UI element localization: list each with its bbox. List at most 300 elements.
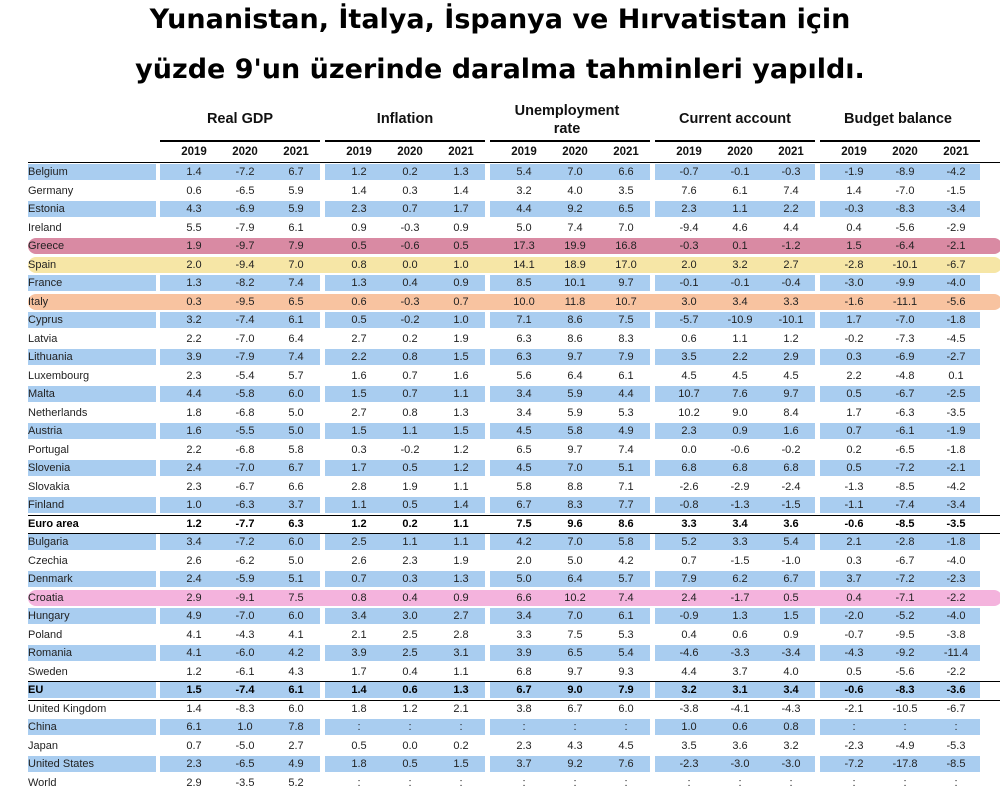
table-cell: -7.0: [235, 462, 255, 474]
table-cell: :: [624, 721, 628, 733]
table-cell: 9.7: [567, 351, 583, 363]
aggregate-top-rule: [28, 515, 1000, 516]
table-cell: 0.9: [453, 221, 469, 234]
table-cell: 2.0: [681, 258, 697, 271]
country-label: Sweden: [28, 665, 68, 678]
table-cell: 1.7: [846, 406, 862, 419]
table-cell: 6.6: [516, 591, 532, 604]
country-label: United Kingdom: [28, 702, 107, 715]
table-cell: -6.2: [235, 554, 255, 567]
table-cell: 2.4: [186, 462, 202, 474]
table-cell: 4.4: [681, 665, 697, 678]
title-line-1: Yunanistan, İtalya, İspanya ve Hırvatistan için: [149, 4, 851, 35]
table-cell: -8.5: [895, 517, 915, 530]
table-cell: :: [408, 721, 412, 733]
table-cell: 3.1: [453, 647, 469, 659]
table-cell: -4.0: [946, 610, 966, 622]
table-cell: 6.5: [618, 203, 634, 215]
table-cell: 3.3: [783, 295, 799, 308]
table-cell: 7.5: [618, 314, 634, 326]
table-cell: -10.9: [727, 314, 753, 326]
table-cell: 6.0: [288, 388, 304, 400]
table-cell: 1.7: [846, 314, 862, 326]
table-cell: 6.5: [516, 443, 532, 456]
table-cell: 6.0: [288, 536, 304, 548]
table-cell: 5.6: [516, 369, 532, 382]
table-cell: -0.2: [844, 332, 864, 345]
table-row: [0, 478, 1000, 497]
table-cell: -8.2: [235, 277, 255, 289]
table-cell: -0.6: [400, 240, 420, 252]
table-cell: 6.6: [288, 480, 304, 493]
table-cell: 3.0: [681, 295, 697, 308]
table-cell: -0.6: [730, 443, 750, 456]
table-cell: 0.3: [402, 184, 418, 197]
table-row: [0, 385, 1000, 404]
table-cell: -17.8: [892, 758, 918, 770]
table-row: [0, 441, 1000, 460]
table-cell: 5.3: [618, 628, 634, 641]
table-cell: 4.3: [288, 665, 304, 678]
group-line-unemployment: [490, 140, 650, 142]
table-cell: 6.7: [567, 702, 583, 715]
table-cell: 2.1: [351, 628, 367, 641]
table-cell: 2.7: [453, 610, 469, 622]
table-cell: 6.8: [732, 462, 748, 474]
table-cell: 4.0: [567, 184, 583, 197]
table-cell: 7.4: [618, 443, 634, 456]
table-cell: 9.3: [618, 665, 634, 678]
table-cell: 5.8: [288, 443, 304, 456]
country-label: Romania: [28, 647, 73, 659]
table-cell: 1.4: [453, 184, 469, 197]
table-cell: -7.0: [895, 314, 915, 326]
table-cell: -7.4: [895, 499, 915, 511]
table-cell: 0.1: [948, 369, 964, 382]
table-cell: :: [903, 776, 907, 789]
table-cell: -6.7: [235, 480, 255, 493]
table-cell: 6.2: [732, 573, 748, 585]
table-cell: -1.8: [946, 443, 966, 456]
table-cell: 0.2: [453, 739, 469, 752]
table-cell: 3.9: [516, 647, 532, 659]
table-cell: 3.5: [681, 739, 697, 752]
table-cell: 0.9: [783, 628, 799, 641]
table-cell: 1.1: [402, 536, 418, 548]
table-cell: -4.3: [844, 647, 864, 659]
table-cell: -3.8: [679, 702, 699, 715]
table-cell: -6.3: [235, 499, 255, 511]
table-cell: 6.7: [516, 499, 532, 511]
table-cell: 0.0: [681, 443, 697, 456]
table-cell: 0.5: [453, 240, 469, 252]
table-cell: 19.9: [564, 240, 586, 252]
table-row: [0, 533, 1000, 552]
table-row: [0, 330, 1000, 349]
table-cell: 5.4: [516, 166, 532, 178]
table-row: [0, 663, 1000, 682]
table-cell: 3.4: [351, 610, 367, 622]
table-cell: -9.4: [679, 221, 699, 234]
country-label: Austria: [28, 425, 63, 437]
country-label: Euro area: [28, 517, 79, 530]
table-cell: 2.2: [186, 332, 202, 345]
table-cell: :: [852, 776, 856, 789]
table-cell: -3.6: [946, 684, 966, 696]
table-cell: 3.4: [783, 684, 799, 696]
table-cell: 5.1: [288, 573, 304, 585]
table-cell: :: [522, 776, 526, 789]
table-row: [0, 607, 1000, 626]
group-line-inflation: [325, 140, 485, 142]
table-cell: 7.1: [618, 480, 634, 493]
year-header: 2021: [943, 146, 969, 158]
table-cell: :: [357, 721, 361, 733]
table-cell: 0.8: [402, 406, 418, 419]
table-cell: -5.7: [679, 314, 699, 326]
table-cell: 1.6: [783, 425, 799, 437]
table-cell: 1.4: [351, 684, 367, 696]
table-cell: 0.9: [351, 221, 367, 234]
table-cell: 0.5: [351, 314, 367, 326]
table-cell: 1.1: [453, 517, 469, 530]
table-cell: 1.5: [186, 684, 202, 696]
table-row: [0, 219, 1000, 238]
table-cell: -1.7: [730, 591, 750, 604]
table-cell: 6.1: [288, 221, 304, 234]
table-cell: 1.0: [186, 499, 202, 511]
table-cell: -2.9: [946, 221, 966, 234]
table-cell: 6.3: [516, 332, 532, 345]
table-cell: -9.2: [895, 647, 915, 659]
table-cell: 4.5: [732, 369, 748, 382]
table-cell: 7.9: [618, 684, 634, 696]
table-cell: 5.8: [618, 536, 634, 548]
table-cell: 1.3: [453, 684, 469, 696]
table-cell: -5.4: [235, 369, 255, 382]
table-row: [0, 589, 1000, 608]
table-cell: 5.0: [288, 425, 304, 437]
table-cell: :: [789, 776, 793, 789]
table-cell: 4.2: [516, 536, 532, 548]
table-row: [0, 459, 1000, 478]
table-cell: 2.3: [516, 739, 532, 752]
table-cell: 7.9: [618, 351, 634, 363]
table-cell: -7.0: [235, 610, 255, 622]
table-cell: -0.9: [679, 610, 699, 622]
table-cell: 2.5: [402, 647, 418, 659]
table-cell: -1.3: [730, 499, 750, 511]
table-cell: -4.8: [895, 369, 915, 382]
table-row: [0, 200, 1000, 219]
table-cell: -6.8: [235, 406, 255, 419]
table-cell: 18.9: [564, 258, 586, 271]
table-cell: 1.1: [453, 665, 469, 678]
table-cell: 0.3: [846, 554, 862, 567]
table-cell: 9.7: [618, 277, 634, 289]
table-cell: -6.5: [895, 443, 915, 456]
table-row: [0, 293, 1000, 312]
table-cell: -7.7: [235, 517, 255, 530]
table-cell: -4.0: [946, 277, 966, 289]
table-cell: -9.5: [235, 295, 255, 308]
table-cell: 1.9: [453, 332, 469, 345]
table-cell: -1.8: [946, 536, 966, 548]
table-cell: 0.8: [351, 591, 367, 604]
table-cell: 0.5: [402, 462, 418, 474]
table-cell: 8.6: [567, 314, 583, 326]
table-cell: -1.2: [781, 240, 801, 252]
table-cell: 5.1: [618, 462, 634, 474]
table-cell: 6.4: [567, 369, 583, 382]
country-label: Hungary: [28, 610, 70, 622]
table-cell: 16.8: [615, 240, 637, 252]
table-cell: 3.7: [732, 665, 748, 678]
year-header: 2021: [778, 146, 804, 158]
table-cell: 0.6: [681, 332, 697, 345]
table-cell: 5.4: [783, 536, 799, 548]
table-cell: 1.9: [402, 480, 418, 493]
table-cell: 0.3: [846, 351, 862, 363]
table-cell: 3.3: [681, 517, 697, 530]
table-cell: -1.5: [946, 184, 966, 197]
country-label: Slovakia: [28, 480, 70, 493]
table-cell: 0.8: [783, 721, 799, 733]
country-label: Poland: [28, 628, 63, 641]
table-cell: -0.2: [781, 443, 801, 456]
table-cell: 2.8: [453, 628, 469, 641]
table-row: [0, 570, 1000, 589]
table-cell: 4.5: [618, 739, 634, 752]
table-cell: 1.0: [681, 721, 697, 733]
table-cell: 2.9: [186, 591, 202, 604]
table-cell: -7.2: [895, 462, 915, 474]
table-cell: 10.0: [513, 295, 535, 308]
table-cell: 2.3: [681, 425, 697, 437]
table-cell: 0.1: [732, 240, 748, 252]
table-cell: -7.0: [895, 184, 915, 197]
table-row: [0, 644, 1000, 663]
table-cell: :: [459, 776, 463, 789]
table-cell: 2.5: [351, 536, 367, 548]
country-label: Slovenia: [28, 462, 71, 474]
table-row: [0, 774, 1000, 793]
country-label: Malta: [28, 388, 55, 400]
table-cell: -9.7: [235, 240, 255, 252]
table-cell: 4.0: [783, 665, 799, 678]
country-label: Ireland: [28, 221, 62, 234]
table-cell: 2.3: [186, 758, 202, 770]
table-cell: 4.1: [288, 628, 304, 641]
table-cell: 0.3: [402, 573, 418, 585]
table-cell: 3.1: [732, 684, 748, 696]
year-header: 2020: [727, 146, 753, 158]
table-cell: 0.8: [402, 351, 418, 363]
table-cell: 3.4: [186, 536, 202, 548]
country-label: Germany: [28, 184, 74, 197]
table-cell: -2.1: [946, 240, 966, 252]
table-cell: -7.2: [844, 758, 864, 770]
table-cell: 7.4: [288, 277, 304, 289]
table-cell: 1.1: [453, 536, 469, 548]
table-cell: 9.7: [567, 665, 583, 678]
table-cell: 2.3: [186, 480, 202, 493]
table-cell: 1.8: [351, 758, 367, 770]
table-cell: -0.3: [844, 203, 864, 215]
table-cell: 9.2: [567, 203, 583, 215]
table-cell: 2.4: [186, 573, 202, 585]
table-cell: 6.3: [516, 351, 532, 363]
table-cell: -4.2: [946, 480, 966, 493]
country-label: Estonia: [28, 203, 65, 215]
table-cell: 0.7: [402, 388, 418, 400]
year-header: 2019: [841, 146, 867, 158]
table-cell: 4.1: [186, 628, 202, 641]
table-cell: :: [459, 721, 463, 733]
table-cell: 2.8: [351, 480, 367, 493]
table-cell: -2.8: [844, 258, 864, 271]
country-label: EU: [28, 684, 44, 696]
table-cell: 6.8: [516, 665, 532, 678]
country-label: United States: [28, 758, 95, 770]
table-cell: 5.5: [186, 221, 202, 234]
table-cell: 2.3: [351, 203, 367, 215]
table-cell: 8.3: [567, 499, 583, 511]
table-cell: 2.2: [732, 351, 748, 363]
year-header: 2020: [562, 146, 588, 158]
table-cell: -4.3: [781, 702, 801, 715]
table-cell: 1.5: [453, 351, 469, 363]
country-label: Japan: [28, 739, 58, 752]
year-header: 2021: [283, 146, 309, 158]
table-cell: :: [573, 776, 577, 789]
table-cell: :: [522, 721, 526, 733]
table-cell: :: [573, 721, 577, 733]
table-cell: 2.2: [351, 351, 367, 363]
table-cell: -3.4: [946, 499, 966, 511]
table-cell: -0.7: [679, 166, 699, 178]
table-cell: -7.3: [895, 332, 915, 345]
table-cell: -5.2: [895, 610, 915, 622]
table-cell: 0.9: [453, 277, 469, 289]
table-cell: 1.2: [186, 517, 202, 530]
country-label: Finland: [28, 499, 65, 511]
table-cell: 0.7: [681, 554, 697, 567]
table-cell: 0.2: [402, 166, 418, 178]
table-cell: -7.0: [235, 332, 255, 345]
table-cell: 9.6: [567, 517, 583, 530]
table-cell: 1.9: [453, 554, 469, 567]
table-cell: -2.3: [946, 573, 966, 585]
table-cell: 0.7: [186, 739, 202, 752]
table-cell: 2.3: [681, 203, 697, 215]
table-cell: 3.9: [186, 351, 202, 363]
table-cell: -6.7: [946, 702, 966, 715]
table-cell: 6.1: [618, 610, 634, 622]
table-cell: -5.9: [235, 573, 255, 585]
table-cell: 3.5: [618, 184, 634, 197]
table-cell: 7.7: [618, 499, 634, 511]
table-cell: 1.3: [453, 166, 469, 178]
table-cell: -1.9: [844, 166, 864, 178]
table-cell: 4.5: [516, 425, 532, 437]
table-row: [0, 348, 1000, 367]
table-cell: -0.1: [730, 277, 750, 289]
table-cell: 11.8: [564, 295, 586, 308]
table-cell: 2.7: [351, 332, 367, 345]
country-label: Belgium: [28, 166, 68, 178]
table-cell: -4.9: [895, 739, 915, 752]
table-cell: 6.5: [567, 647, 583, 659]
table-cell: 0.9: [453, 591, 469, 604]
table-row: [0, 274, 1000, 293]
table-cell: 0.6: [402, 684, 418, 696]
header-inflation: Inflation: [376, 111, 434, 127]
table-cell: -0.4: [781, 277, 801, 289]
table-cell: 1.6: [186, 425, 202, 437]
table-cell: :: [624, 776, 628, 789]
table-cell: 0.7: [846, 425, 862, 437]
table-cell: 2.2: [846, 369, 862, 382]
table-cell: 9.0: [732, 406, 748, 419]
country-label: Denmark: [28, 573, 73, 585]
table-cell: 1.8: [186, 406, 202, 419]
table-cell: 0.0: [402, 258, 418, 271]
table-cell: 1.2: [402, 702, 418, 715]
table-row: [0, 552, 1000, 571]
table-cell: 10.2: [678, 406, 700, 419]
table-cell: 7.5: [516, 517, 532, 530]
table-cell: 2.6: [186, 554, 202, 567]
table-cell: 7.5: [288, 591, 304, 604]
year-header: 2020: [232, 146, 258, 158]
table-cell: 2.7: [288, 739, 304, 752]
table-cell: 3.3: [732, 536, 748, 548]
table-cell: 3.4: [516, 388, 532, 400]
table-cell: 1.3: [453, 406, 469, 419]
country-label: Greece: [28, 240, 65, 252]
table-cell: -2.7: [946, 351, 966, 363]
table-cell: 17.3: [513, 240, 535, 252]
group-line-gdp: [160, 140, 320, 142]
table-cell: 7.0: [567, 610, 583, 622]
country-label: Croatia: [28, 591, 64, 604]
table-cell: 14.1: [513, 258, 535, 271]
table-cell: -7.9: [235, 351, 255, 363]
table-cell: 0.3: [351, 443, 367, 456]
table-row: [0, 256, 1000, 275]
table-cell: -3.0: [730, 758, 750, 770]
table-cell: -3.5: [946, 517, 966, 530]
table-cell: 7.0: [567, 462, 583, 474]
table-cell: 9.7: [783, 388, 799, 400]
table-cell: -5.0: [235, 739, 255, 752]
table-cell: 7.0: [288, 258, 304, 271]
table-cell: -3.0: [781, 758, 801, 770]
table-cell: 0.5: [351, 240, 367, 252]
table-cell: 4.9: [186, 610, 202, 622]
table-cell: 1.1: [402, 425, 418, 437]
table-cell: 5.7: [288, 369, 304, 382]
table-cell: 7.8: [288, 721, 304, 733]
table-cell: -8.9: [895, 166, 915, 178]
table-cell: 0.5: [351, 739, 367, 752]
country-label: Portugal: [28, 443, 69, 456]
table-cell: -6.4: [895, 240, 915, 252]
table-cell: 4.2: [288, 647, 304, 659]
country-label: Spain: [28, 258, 57, 271]
table-cell: 9.0: [567, 684, 583, 696]
